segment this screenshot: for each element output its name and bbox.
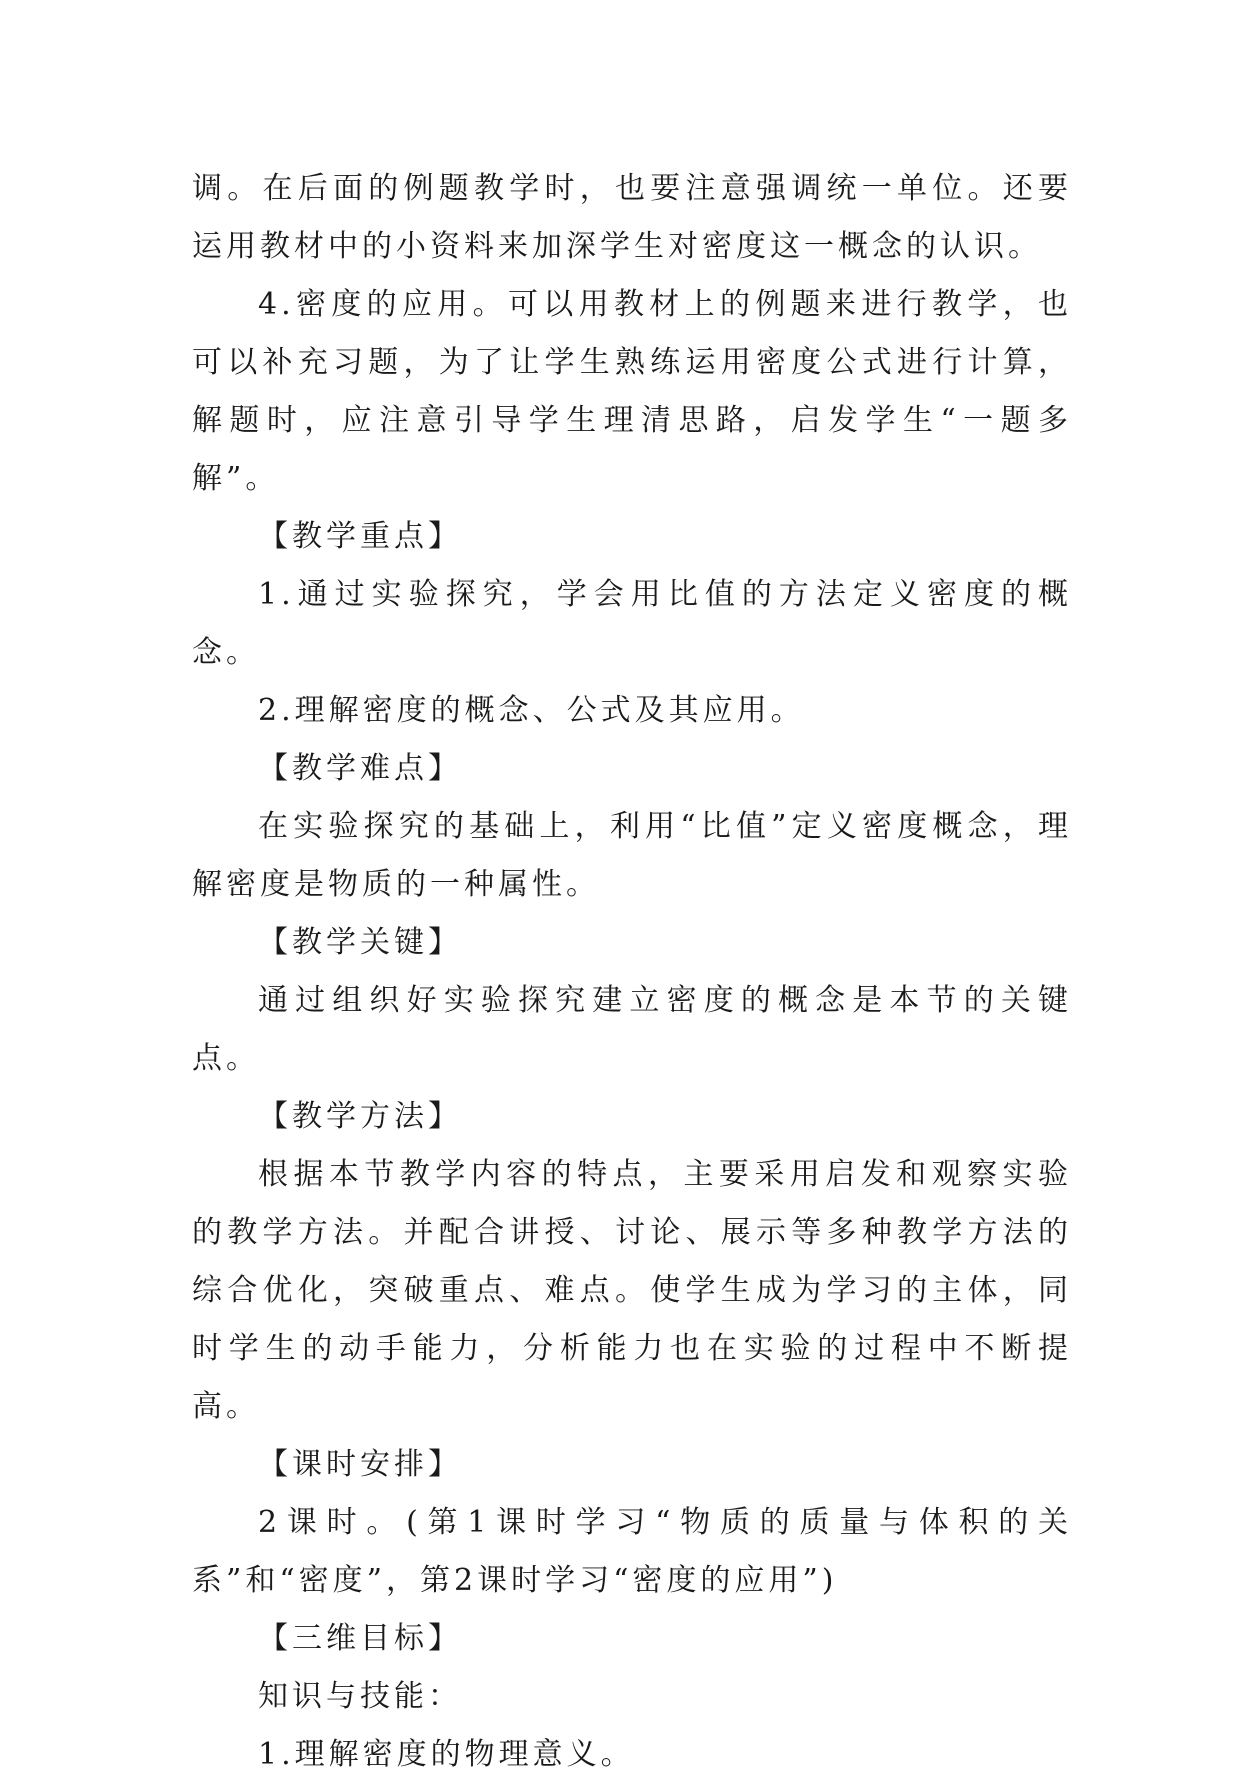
paragraph-knowledge-skills: 知识与技能：: [258, 1679, 462, 1714]
heading-teaching-method: 【教学方法】: [258, 1099, 462, 1134]
paragraph-difficulty: 在实验探究的基础上，利用“比值”定义密度概念，理解密度是物质的一种属性。: [192, 809, 1072, 902]
heading-teaching-difficulty: 【教学难点】: [258, 751, 462, 786]
paragraph-focus-item-2: 2.理解密度的概念、公式及其应用。: [258, 693, 805, 728]
heading-teaching-key: 【教学关键】: [258, 925, 462, 960]
paragraph-goal-item-1: 1.理解密度的物理意义。: [258, 1737, 635, 1772]
heading-three-dimensional-goals: 【三维目标】: [258, 1621, 462, 1656]
paragraph-unit-emphasis: 调。在后面的例题教学时，也要注意强调统一单位。还要运用教材中的小资料来加深学生对密度这一概念的认识。: [192, 171, 1072, 264]
paragraph-method: 根据本节教学内容的特点，主要采用启发和观察实验的教学方法。并配合讲授、讨论、展示等多种教学方法的综合优化，突破重点、难点。使学生成为学习的主体，同时学生的动手能力，分析能力也在实验的过程中不断提高。: [192, 1157, 1072, 1424]
paragraph-density-application: 4.密度的应用。可以用教材上的例题来进行教学，也可以补充习题，为了让学生熟练运用密度公式进行计算，解题时，应注意引导学生理清思路，启发学生“一题多解”。: [192, 287, 1072, 496]
paragraph-key: 通过组织好实验探究建立密度的概念是本节的关键点。: [192, 983, 1072, 1076]
heading-teaching-focus: 【教学重点】: [258, 519, 462, 554]
heading-class-schedule: 【课时安排】: [258, 1447, 462, 1482]
paragraph-schedule: 2课时。(第1课时学习“物质的质量与体积的关系”和“密度”，第2课时学习“密度的应用”): [192, 1505, 1072, 1598]
paragraph-focus-item-1: 1.通过实验探究，学会用比值的方法定义密度的概念。: [192, 577, 1072, 670]
document-body: [192, 160, 1072, 1784]
